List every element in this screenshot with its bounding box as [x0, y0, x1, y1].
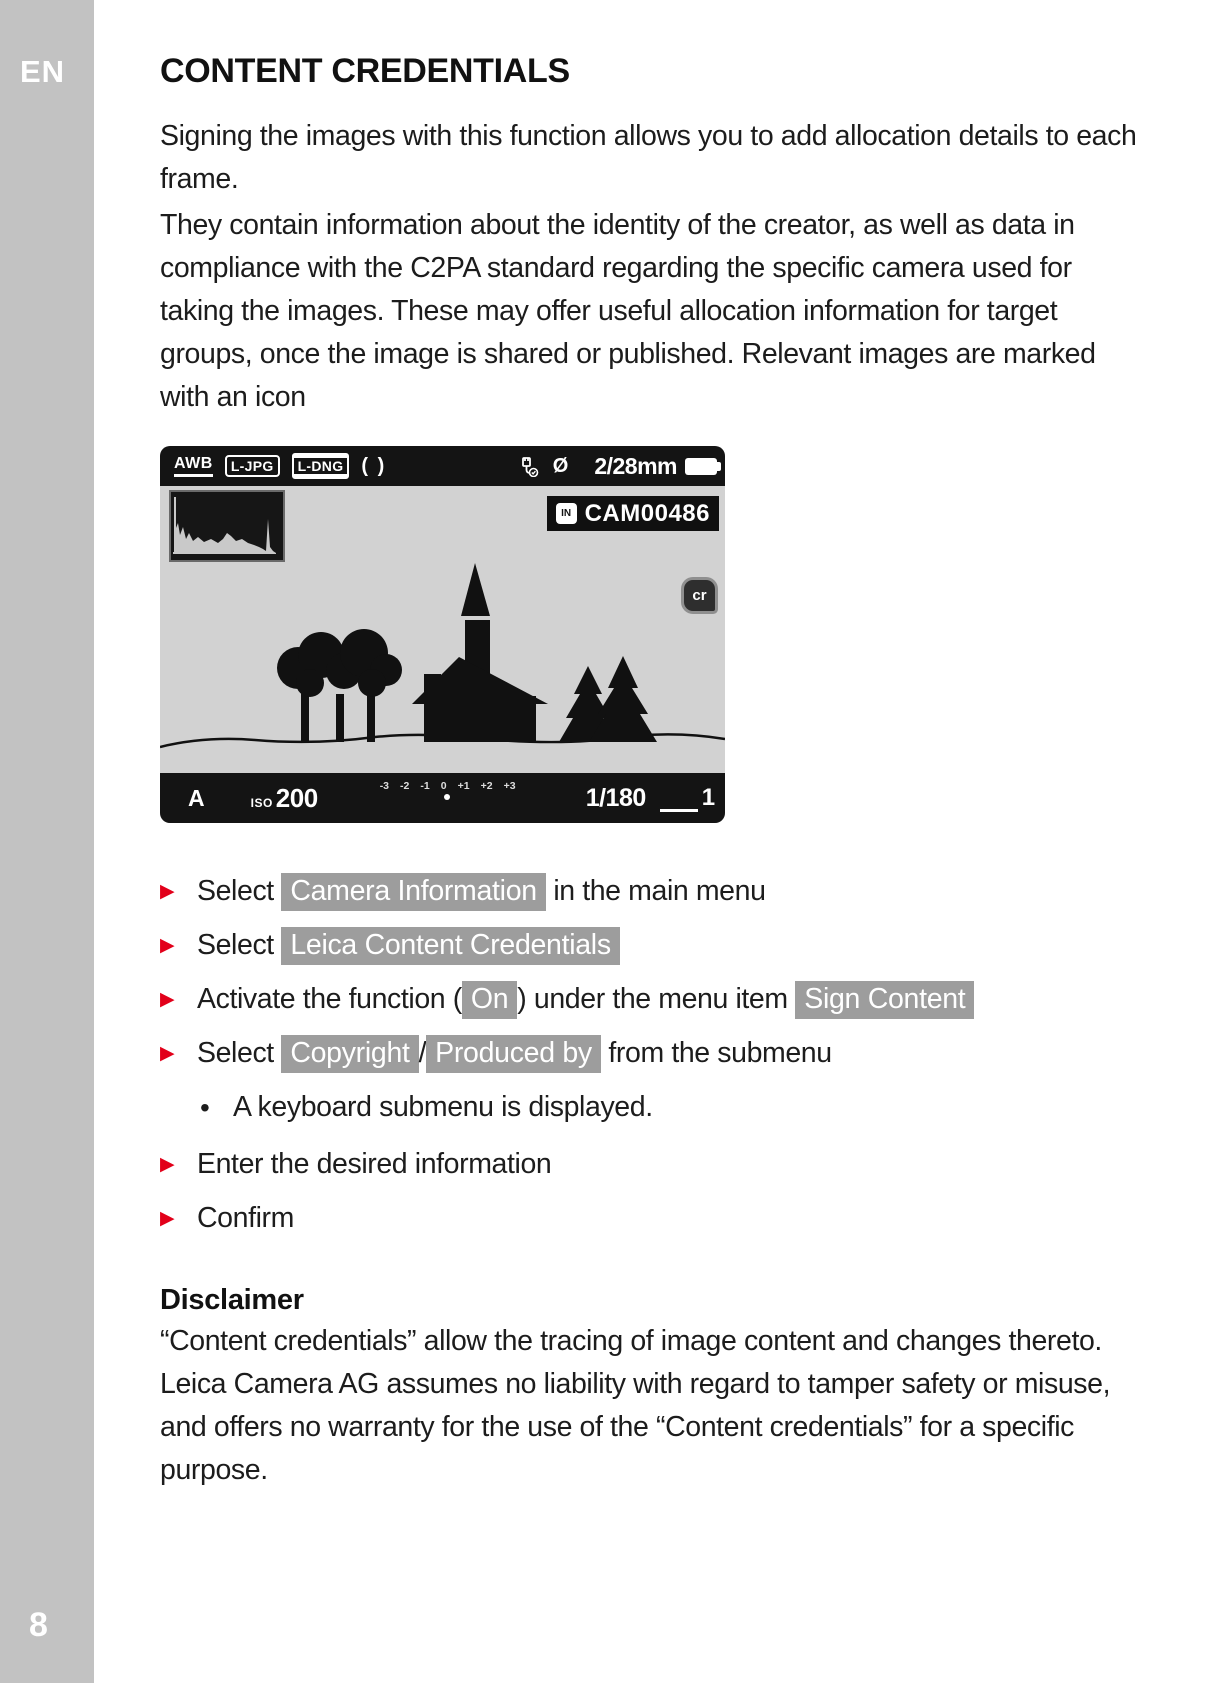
- file-name: CAM00486: [584, 499, 710, 527]
- usb-tethering-icon: [519, 456, 540, 477]
- sub-note-keyboard-submenu: • A keyboard submenu is displayed.: [200, 1086, 1150, 1129]
- page-number: 8: [29, 1606, 48, 1644]
- ev-marker-dot: [444, 794, 450, 800]
- instruction-steps: [160, 870, 1150, 1075]
- in-badge-icon: IN: [556, 503, 577, 524]
- language-label: EN: [20, 54, 66, 89]
- menu-label-sign-content: Sign Content: [795, 981, 974, 1019]
- menu-label-on: On: [462, 981, 517, 1019]
- camera-screen-illustration: [160, 446, 725, 823]
- file-name-label: [547, 496, 719, 531]
- content-credentials-cr-icon: cr: [684, 580, 715, 611]
- step-arrow-icon: ▶: [160, 1154, 175, 1175]
- step-arrow-icon: ▶: [160, 881, 175, 902]
- step-select-camera-information: ▶ Select Camera Information in the main menu: [160, 870, 1150, 913]
- intro-paragraph-1: Signing the images with this function allows you to add allocation details to each frame.: [160, 120, 1137, 195]
- step-arrow-icon: ▶: [160, 935, 175, 956]
- step-arrow-icon: ▶: [160, 1208, 175, 1229]
- metering-mode-icon: ( ): [361, 454, 387, 477]
- step-confirm: ▶ Confirm: [160, 1197, 1150, 1240]
- pine-trees: [559, 656, 657, 742]
- instruction-steps-continued: [160, 1143, 1150, 1240]
- dng-format-indicator: L-DNG: [292, 453, 350, 479]
- step-select-copyright-produced-by: ▶ Select Copyright / Produced by from the submenu: [160, 1032, 1150, 1075]
- histogram-icon: [169, 490, 285, 562]
- ev-scale-labels: -3 -2 -1 0 +1 +2 +3: [379, 780, 516, 792]
- menu-label-camera-information: Camera Information: [281, 873, 545, 911]
- disclaimer-title: Disclaimer: [160, 1284, 304, 1316]
- disclaimer-body: “Content credentials” allow the tracing of image content and changes thereto. Leica Camera AG assumes no liability with regard to tamper safety or misuse, and offers no warranty for the use of the “Content credentials” for a specific purpose.: [160, 1325, 1111, 1486]
- shutter-speed: 1/180: [585, 783, 646, 812]
- iso-indicator: ISO 200: [250, 782, 318, 813]
- step-select-leica-content-credentials: ▶ Select Leica Content Credentials: [160, 924, 1150, 967]
- bullet-dot-icon: •: [200, 1092, 210, 1123]
- step-enter-information: ▶ Enter the desired information: [160, 1143, 1150, 1186]
- camera-bottom-status-bar: [160, 773, 725, 823]
- aperture-field: 1: [660, 784, 715, 812]
- deciduous-trees: [277, 629, 402, 742]
- page-title: CONTENT CREDENTIALS: [160, 52, 570, 90]
- church-building: [412, 563, 548, 742]
- exposure-mode: A: [188, 784, 205, 811]
- page-content: [160, 52, 1150, 1492]
- intro-paragraph-2: They contain information about the identity of the creator, as well as data in compliance with the C2PA standard regarding the specific camera used for taking the images. These may offer useful allocation information for target groups, once the image is shared or published. Relevant images are marked with an icon: [160, 209, 1096, 413]
- jpg-format-indicator: L-JPG: [225, 455, 280, 477]
- menu-label-produced-by: Produced by: [426, 1035, 601, 1073]
- white-balance-indicator: AWB: [174, 455, 213, 477]
- menu-label-leica-content-credentials: Leica Content Credentials: [281, 927, 619, 965]
- step-arrow-icon: ▶: [160, 1043, 175, 1064]
- camera-top-status-bar: [160, 446, 725, 486]
- disclaimer-section: [160, 1284, 1150, 1492]
- status-icons: [519, 456, 569, 477]
- exposure-compensation-scale: [380, 779, 516, 817]
- language-sidebar: [0, 0, 94, 1683]
- flash-off-icon: Ø: [552, 455, 569, 477]
- aperture-underline: [660, 789, 698, 812]
- step-arrow-icon: ▶: [160, 989, 175, 1010]
- lens-focal-length: 2/28mm: [594, 452, 677, 479]
- battery-icon: [685, 458, 717, 475]
- step-activate-sign-content: ▶ Activate the function ( On ) under the menu item Sign Content: [160, 978, 1150, 1021]
- menu-label-copyright: Copyright: [281, 1035, 418, 1073]
